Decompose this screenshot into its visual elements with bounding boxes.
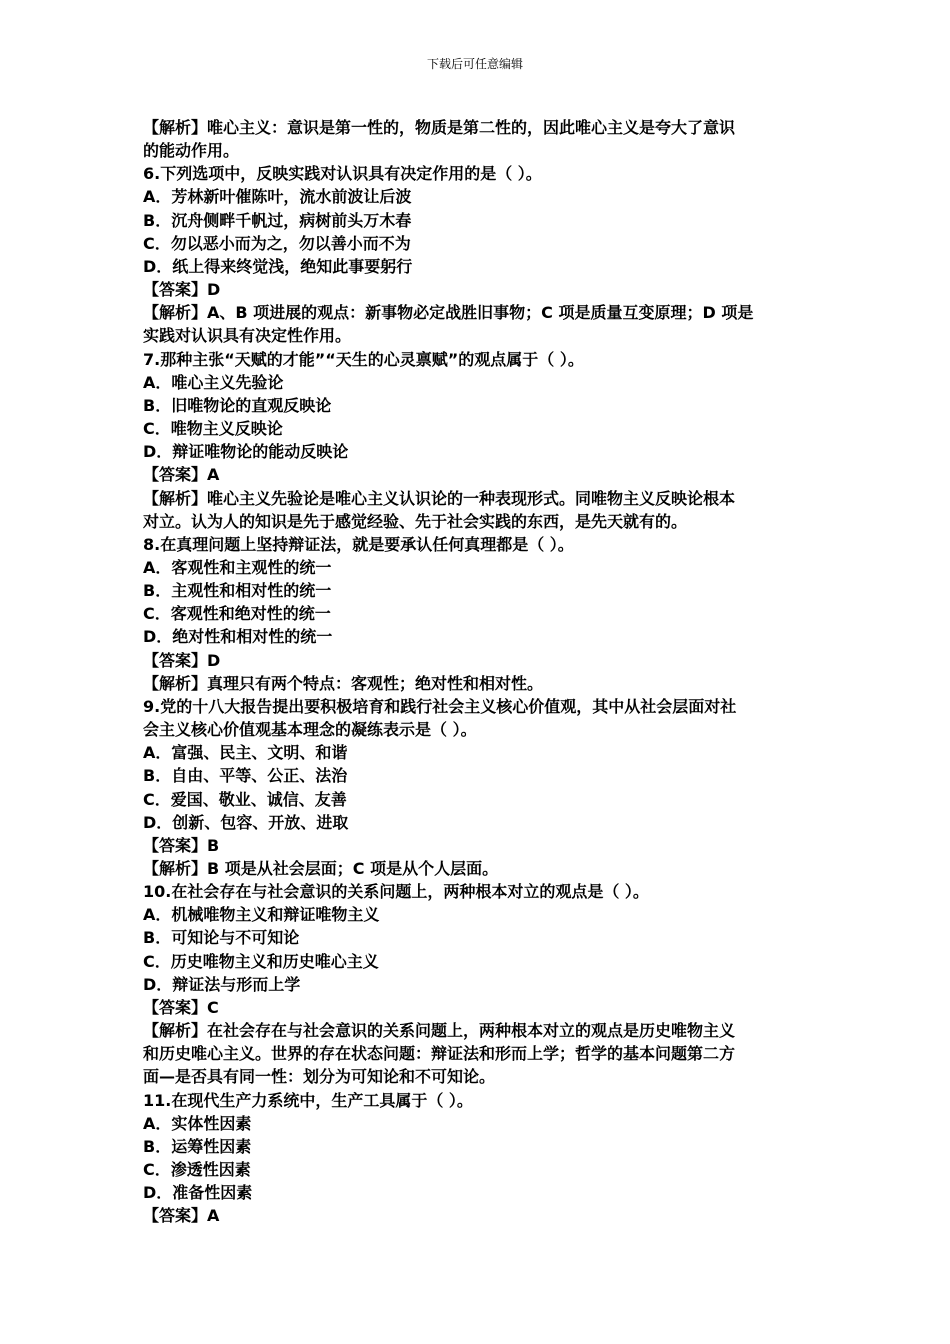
explanation: 面—是否具有同一性：划分为可知论和不可知论。 [143, 1067, 496, 1087]
option-b: B．沉舟侧畔千帆过，病树前头万木春 [143, 210, 412, 230]
option-c: C．历史唯物主义和历史唯心主义 [143, 951, 379, 971]
explanation: 实践对认识具有决定性作用。 [143, 326, 352, 346]
question-7: 7.那种主张“天赋的才能”“天生的心灵禀赋”的观点属于（ ）。 [143, 349, 584, 369]
option-d: D．准备性因素 [143, 1183, 253, 1203]
option-b: B．运筹性因素 [143, 1136, 252, 1156]
option-d: D．纸上得来终觉浅，绝知此事要躬行 [143, 256, 413, 276]
explanation: 对立。认为人的知识是先于感觉经验、先于社会实践的东西，是先天就有的。 [143, 511, 688, 531]
option-b: B．自由、平等、公正、法治 [143, 766, 348, 786]
option-a: A．富强、民主、文明、和谐 [143, 743, 348, 763]
explanation: 【解析】真理只有两个特点：客观性；绝对性和相对性。 [143, 673, 544, 693]
answer: 【答案】A [143, 465, 220, 485]
question-11: 11.在现代生产力系统中，生产工具属于（ ）。 [143, 1090, 473, 1110]
option-c: C．爱国、敬业、诚信、友善 [143, 789, 347, 809]
option-b: B．主观性和相对性的统一 [143, 581, 332, 601]
page-header: 下载后可任意编辑 [426, 57, 523, 71]
document-body [143, 116, 811, 1228]
option-a: A．实体性因素 [143, 1113, 252, 1133]
option-d: D．创新、包容、开放、进取 [143, 812, 349, 832]
option-a: A．芳林新叶催陈叶，流水前波让后波 [143, 187, 412, 207]
option-c: C．渗透性因素 [143, 1160, 251, 1180]
option-c: C．唯物主义反映论 [143, 419, 283, 439]
option-b: B．旧唯物论的直观反映论 [143, 395, 332, 415]
explanation: 【解析】在社会存在与社会意识的关系问题上，两种根本对立的观点是历史唯物主义 [143, 1021, 736, 1041]
option-c: C．勿以恶小而为之，勿以善小而不为 [143, 233, 411, 253]
option-c: C．客观性和绝对性的统一 [143, 604, 331, 624]
option-d: D．辩证法与形而上学 [143, 974, 301, 994]
question-8: 8.在真理问题上坚持辩证法，就是要承认任何真理都是（ ）。 [143, 534, 574, 554]
answer: 【答案】D [143, 280, 221, 300]
question-6: 6.下列选项中，反映实践对认识具有决定作用的是（ ）。 [143, 164, 542, 184]
option-b: B．可知论与不可知论 [143, 928, 300, 948]
explanation: 和历史唯心主义。世界的存在状态问题：辩证法和形而上学；哲学的基本问题第二方 [143, 1044, 736, 1064]
question-9: 9.党的十八大报告提出要积极培育和践行社会主义核心价值观，其中从社会层面对社 [143, 696, 737, 716]
explanation: 【解析】A、B 项进展的观点：新事物必定战胜旧事物；C 项是质量互变原理；D 项是 [143, 303, 754, 323]
answer: 【答案】C [143, 997, 219, 1017]
option-d: D．绝对性和相对性的统一 [143, 627, 333, 647]
option-a: A．唯心主义先验论 [143, 372, 284, 392]
answer: 【答案】A [143, 1206, 220, 1226]
explanation: 【解析】B 项是从社会层面；C 项是从个人层面。 [143, 859, 499, 878]
explanation: 【解析】唯心主义先验论是唯心主义认识论的一种表现形式。同唯物主义反映论根本 [143, 488, 736, 508]
text-line: 的能动作用。 [143, 141, 240, 161]
option-a: A．机械唯物主义和辩证唯物主义 [143, 905, 380, 925]
option-a: A．客观性和主观性的统一 [143, 557, 332, 577]
answer: 【答案】B [143, 835, 220, 855]
option-d: D．辩证唯物论的能动反映论 [143, 442, 349, 462]
text-line: 【解析】唯心主义：意识是第一性的，物质是第二性的，因此唯心主义是夸大了意识 [143, 118, 736, 137]
question-10: 10.在社会存在与社会意识的关系问题上，两种根本对立的观点是（ ）。 [143, 882, 649, 902]
question-9: 会主义核心价值观基本理念的凝练表示是（ ）。 [143, 720, 477, 740]
answer: 【答案】D [143, 650, 221, 670]
